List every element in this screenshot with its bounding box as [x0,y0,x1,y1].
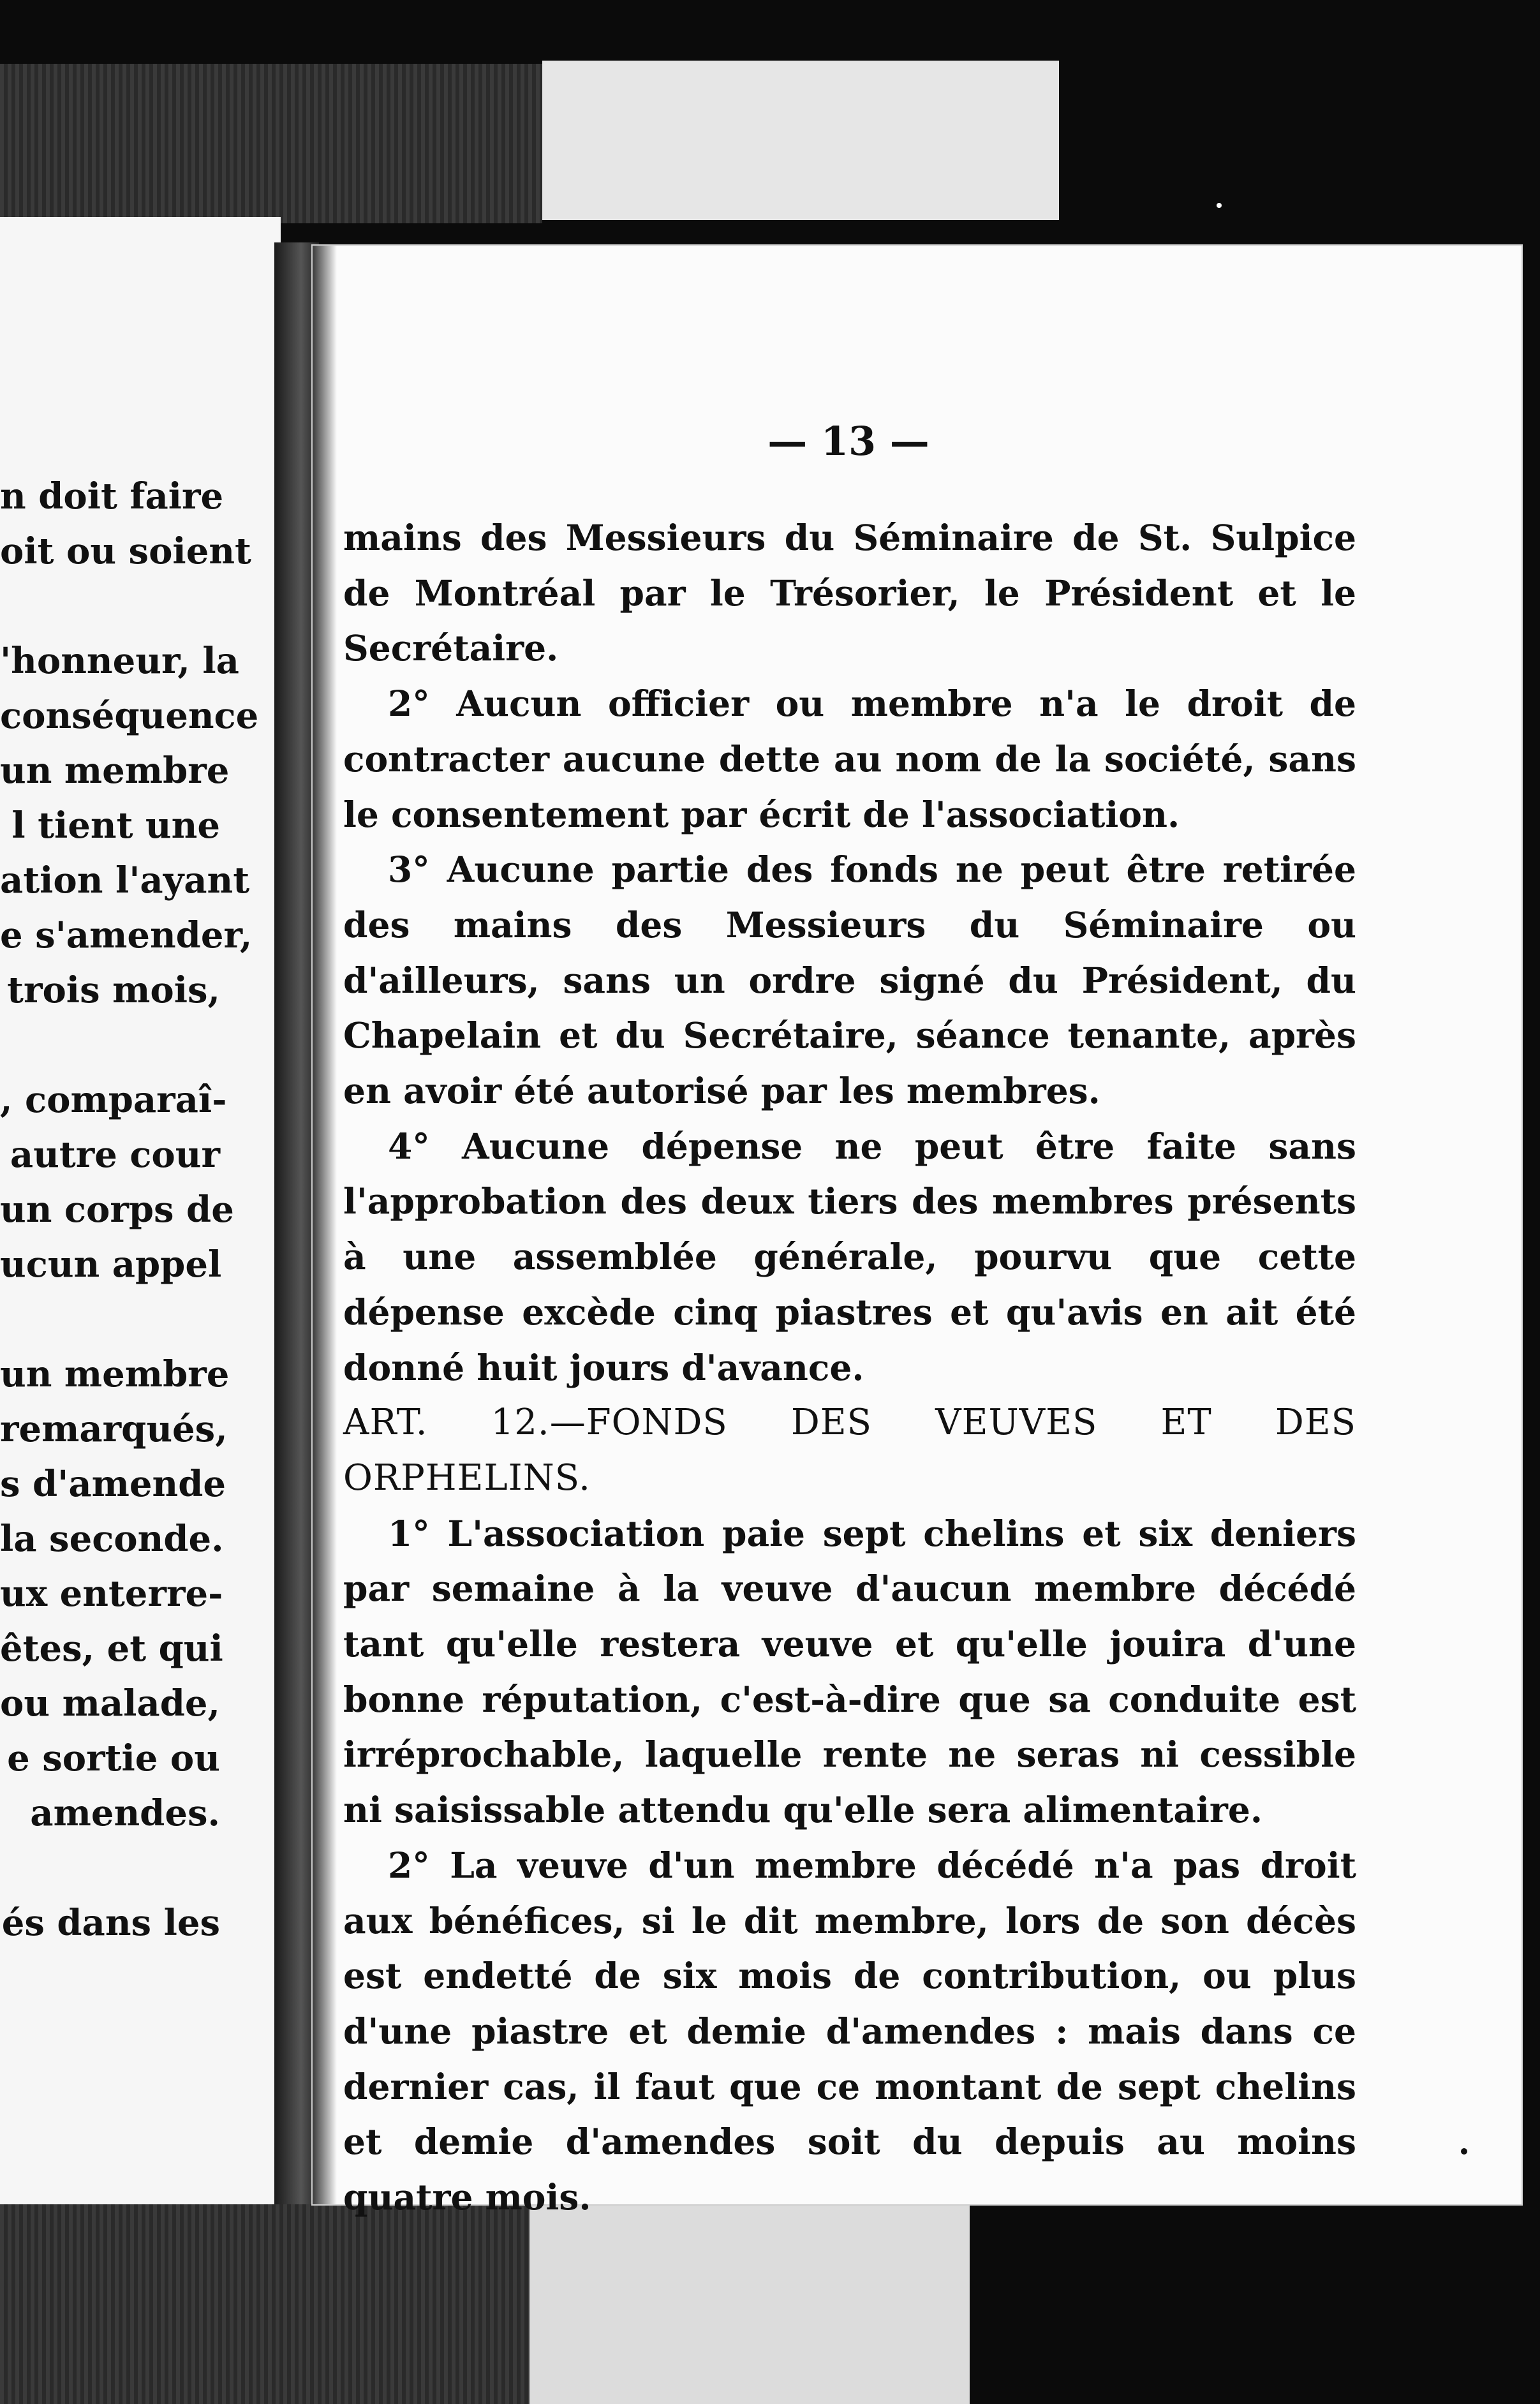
left-page-line: n doit faire [0,475,224,517]
left-page-line: êtes, et qui [0,1628,223,1670]
paragraph: 1° L'association paie sept chelins et six deniers par semaine à la veuve d'aucun membre décédé tant qu'elle restera veuve et qu'elle jouira d'une bonne réputation, c'est-à-dire que sa conduite est irréprochable, laquelle rente ne seras ni cessible ni saisissable attendu qu'elle sera alimentaire. [343,1512,1356,1831]
paragraph: 3° Aucune partie des fonds ne peut être retirée des mains des Messieurs du Séminaire ou d'ailleurs, sans un ordre signé du Président, du Chapelain et du Secrétaire, séance tenante, après en avoir été autorisé par les membres. [343,849,1356,1112]
article-heading: ART. 12.—FONDS DES VEUVES ET DES ORPHELINS. [343,1402,1356,1499]
left-page-line: un corps de [0,1189,234,1231]
left-page-line: ux enterre- [0,1573,223,1615]
page-number: — 13 — [767,418,929,464]
left-page-line [0,1018,220,1072]
speck [1461,2148,1467,2155]
left-page-line: la seconde. [0,1518,224,1560]
speck [1217,203,1222,208]
left-page-line: és dans les [1,1902,220,1944]
gutter-shadow [313,246,337,2204]
book-cloth-bottom [0,2201,529,2404]
left-page-line: trois mois, [7,969,220,1011]
left-page-line: e s'amender, [0,914,253,956]
left-page-line: un membre [0,1353,230,1395]
paragraph: mains des Messieurs du Séminaire de St. Sulpice de Montréal par le Trésorier, le Président et le Secrétaire. [343,517,1356,669]
left-page-line: s d'amende [0,1463,226,1505]
page-body [343,510,1356,2225]
left-page-line: ou malade, [0,1682,220,1725]
paragraph: 4° Aucune dépense ne peut être faite sans l'approbation des deux tiers des membres présents à une assemblée générale, pourvu que cette dépense excède cinq piastres et qu'avis en ait été donné huit jours d'avance. [343,1125,1356,1388]
left-page-line: amendes. [30,1792,220,1834]
paragraph: 2° Aucun officier ou membre n'a le droit de contracter aucune dette au nom de la société, sans le consentement par écrit de l'association. [343,683,1356,835]
left-page-line: un membre [0,750,230,792]
left-page-line: e sortie ou [7,1737,220,1779]
left-page-line [0,579,220,634]
left-page-text [0,469,259,1950]
left-page-line: ucun appel [0,1243,222,1286]
left-page-line: remarqués, [0,1408,228,1450]
left-page-line: conséquence [0,695,259,737]
left-page-line: 'honneur, la [0,640,239,682]
left-page-line [0,1841,220,1896]
left-page-line: , comparaî- [0,1079,227,1121]
left-page-line: oit ou soient [0,530,251,572]
paper-strip-bottom [529,2204,970,2404]
paragraph: 2° La veuve d'un membre décédé n'a pas droit aux bénéfices, si le dit membre, lors de son décès est endetté de six mois de contribution, ou plus d'une piastre et demie d'amendes : mais dans ce dernier cas, il faut que ce montant de sept chelins et demie d'amendes soit du depuis au moins quatre mois. [343,1844,1356,2218]
left-page-line: autre cour [10,1134,220,1176]
left-page-line: ation l'ayant [0,859,250,902]
left-page-line: l tient une [11,805,220,847]
paper-strip-top [542,61,1059,220]
book-cloth-top [0,64,542,223]
left-page-line [0,1292,220,1347]
